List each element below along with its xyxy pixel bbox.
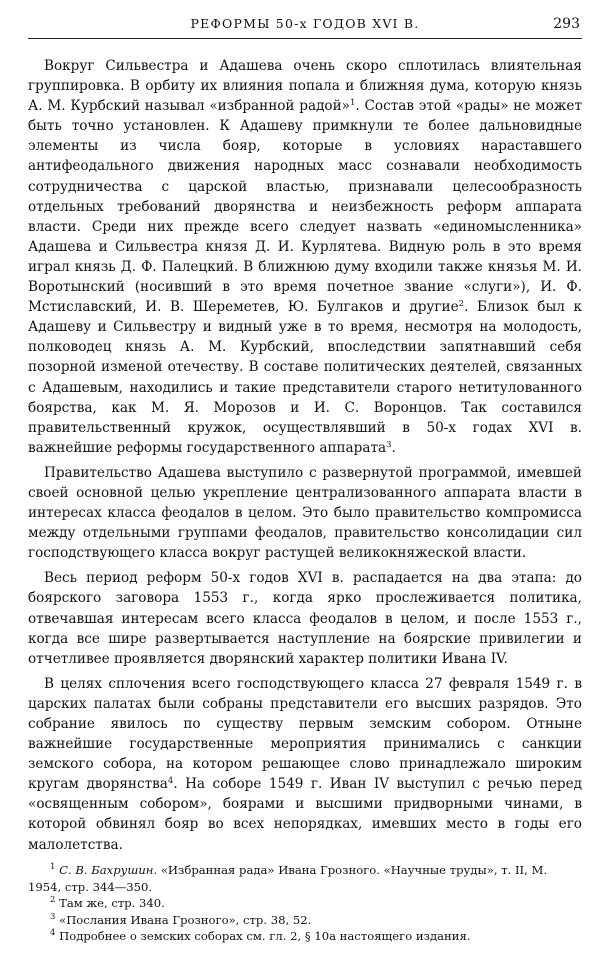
footnote-ref-1[interactable]: 1 [350,98,356,109]
footnote-1-number: 1 [50,862,56,872]
footnote-3-text: «Послания Ивана Грозного», стр. 38, 52. [55,912,312,927]
paragraph-2: Правительство Адашева выступило с развернутой программой, имевшей своей основной целью укрепление централизованного аппарата власти в интересах класса феодалов в целом. Это было правительство компромисса между отдельными группами феодалов, правительство консолидации сил господствующего класса вокруг растущей великокняжеской власти. [28,464,582,562]
paragraph-1 [28,56,582,458]
running-header [28,8,582,39]
footnote-3-number: 3 [50,911,56,922]
page-number: 293 [553,16,580,32]
paragraph-4-part-b: . На соборе 1549 г. Иван IV выступил с речью перед «освященным собором», боярами и высшими придворными чинами, в которой обвинял бояр во всех непорядках, имевших место в годы его малолетства. [28,776,582,853]
footnote-ref-4[interactable]: 4 [167,776,174,787]
footnote-2-number: 2 [50,895,56,905]
paragraph-1-part-d: . [391,439,396,456]
footnote-3 [28,912,582,929]
footnote-1-text: «Избранная рада» Ивана Грозного. «Научные труды», т. II, М. 1954, стр. 344—350. [28,863,548,894]
paragraph-3: Весь период реформ 50-х годов XVI в. распадается на два этапа: до боярского заговора 1553 г., когда ярко прослеживается политика, отвечавшая интересам всего класса феодалов в целом, и после 1553 г., когда все шире развертывается наступление на боярские привилегии и отчетливее проявляется дворянский характер политики Ивана IV. [28,570,582,667]
footnote-1-author: С. В. Бахрушин. [59,863,158,877]
paragraph-1-part-c: . Близок был к Адашеву и Сильвестру и видный уже в то время, несмотря на молодость, полководец князь А. М. Курбский, впоследствии запятнавший себя позорной изменой отечеству. В составе политических деятелей, связанных с Адашевым, находились и такие представители старого нетитулованного боярства, как М. Я. Морозов и И. С. Воронцов. Так составился правительственный кружок, осуществлявший в 50-х годах XVI в. важнейшие реформы государственного аппарата [28,299,583,456]
paragraph-4 [28,674,582,855]
footnote-ref-3[interactable]: 3 [386,439,392,450]
paragraph-4-part-a: В целях сплочения всего господствующего класса 27 февраля 1549 г. в царских палатах были собраны представители его высших разрядов. Это собрание явилось по существу первым земским собором. Отныне важнейшие государственные мероприятия принимались с санкции земского собора, на котором решающее слово принадлежало широким кругам дворянства [28,675,582,793]
paragraph-1-part-b: . Состав этой «рады» не может быть точно установлен. К Адашеву примкнули те более дальновидные элементы из числа бояр, которые в условиях нараставшего антифеодального движения народных масс сознавали необходимость сотрудничества с царской властью, признавали целесообразность отдельных требований дворянства и неизбежность реформ аппарата власти. Среди них прежде всего следует назвать «единомысленника» Адашева и Сильвестра князя Д. И. Курлятева. Видную роль в это время играл князь Д. Ф. Палецкий. В ближнюю думу входили также князья М. И. Воротынский (носивший в это время почетное звание «слуги»), И. Ф. Мстиславский, И. В. Шереметев, Ю. Булгаков и другие [28,98,582,316]
footnote-1 [28,862,582,895]
main-text [28,56,582,860]
footnote-2 [28,895,582,912]
footnotes [28,862,582,945]
paragraph-1-part-a: Вокруг Сильвестра и Адашева очень скоро сплотилась влиятельная группировка. В орбиту их влияния попала и ближняя дума, которую князь А. М. Курбский называл «избранной радой» [28,58,582,115]
footnote-4 [28,928,582,945]
running-title: РЕФОРМЫ 50-х ГОДОВ XVI В. [190,16,420,31]
footnote-4-text: Подробнее о земских соборах см. гл. 2, § 10а настоящего издания. [55,929,471,943]
footnote-4-number: 4 [50,928,56,938]
footnote-ref-2[interactable]: 2 [458,299,465,310]
footnote-2-text: Там же, стр. 340. [55,896,165,910]
